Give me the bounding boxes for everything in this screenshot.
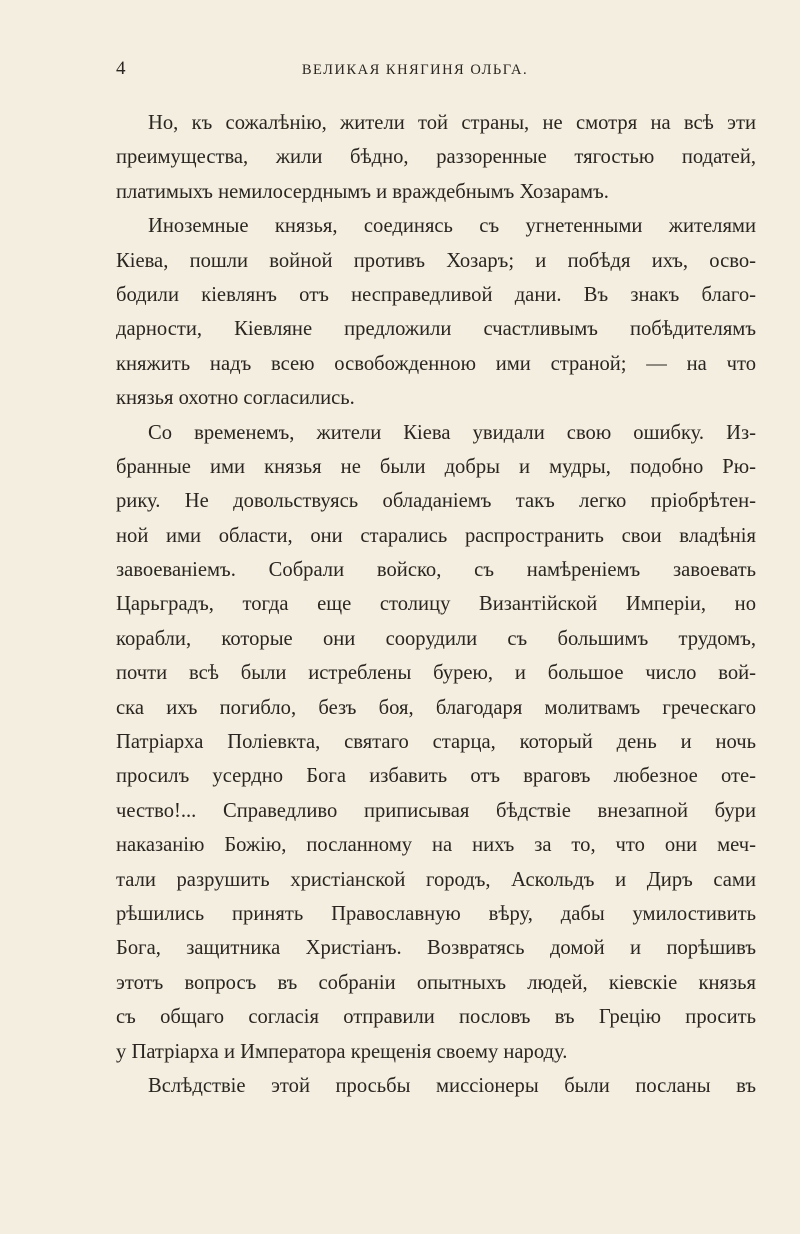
text-line: Бога, защитника Христіанъ. Возвратясь домой и порѣшивъ — [116, 937, 756, 960]
text-line: дарности, Кіевляне предложили счастливымъ побѣдителямъ — [116, 318, 756, 341]
text-line: бранные ими князья не были добры и мудры, подобно Рю- — [116, 455, 756, 478]
text-line: чество!... Справедливо приписывая бѣдствіе внезапной бури — [116, 799, 756, 822]
text-line: съ общаго согласія отправили пословъ въ Грецію просить — [116, 1006, 756, 1029]
text-line: князья охотно согласились. — [116, 387, 355, 410]
text-line: завоеваніемъ. Собрали войско, съ намѣреніемъ завоевать — [116, 559, 756, 582]
text-line: ной ими области, они старались распространить свои владѣнія — [116, 524, 756, 547]
text-line: этотъ вопросъ въ собраніи опытныхъ людей, кіевскіе князья — [116, 971, 756, 994]
running-title: ВЕЛИКАЯ КНЯГИНЯ ОЛЬГА. — [301, 62, 529, 78]
text-line: Патріарха Поліевкта, святаго старца, который день и ночь — [116, 731, 756, 754]
body-text — [116, 106, 756, 1103]
text-line: тали разрушить христіанской городъ, Аскольдъ и Диръ сами — [116, 868, 756, 891]
text-line: княжить надъ всею освобожденною ими страной; — на что — [116, 352, 756, 375]
text-line: почти всѣ были истреблены бурею, и большое число вой- — [116, 662, 756, 685]
text-line: Со временемъ, жители Кіева увидали свою ошибку. Из- — [148, 421, 756, 444]
text-line: у Патріарха и Императора крещенія своему народу. — [116, 1040, 568, 1063]
text-line: рику. Не довольствуясь обладаніемъ такъ легко пріобрѣтен- — [116, 490, 756, 513]
text-line: платимыхъ немилосерднымъ и враждебнымъ Хозарамъ. — [116, 180, 609, 203]
text-line: Царьградъ, тогда еще столицу Византійской Имперіи, но — [116, 593, 756, 616]
text-line: преимущества, жили бѣдно, раззоренные тягостью податей, — [116, 146, 756, 169]
text-line: бодили кіевлянъ отъ несправедливой дани. Въ знакъ благо- — [116, 283, 756, 306]
text-line: наказанію Божію, посланному на нихъ за то, что они меч- — [116, 834, 756, 857]
text-line: корабли, которые они соорудили съ большимъ трудомъ, — [116, 627, 756, 650]
text-line: просилъ усердно Бога избавить отъ враговъ любезное оте- — [116, 765, 756, 788]
text-line: Кіева, пошли войной противъ Хозаръ; и побѣдя ихъ, осво- — [116, 249, 756, 272]
text-line: рѣшились принять Православную вѣру, дабы умилостивить — [116, 902, 756, 925]
page-number: 4 — [116, 58, 126, 79]
text-line: ска ихъ погибло, безъ боя, благодаря молитвамъ греческаго — [116, 696, 756, 719]
text-line: Иноземные князья, соединясь съ угнетенными жителями — [148, 215, 756, 238]
text-line: Но, къ сожалѣнію, жители той страны, не смотря на всѣ эти — [148, 112, 756, 134]
text-line: Вслѣдствіе этой просьбы миссіонеры были посланы въ — [148, 1074, 756, 1097]
